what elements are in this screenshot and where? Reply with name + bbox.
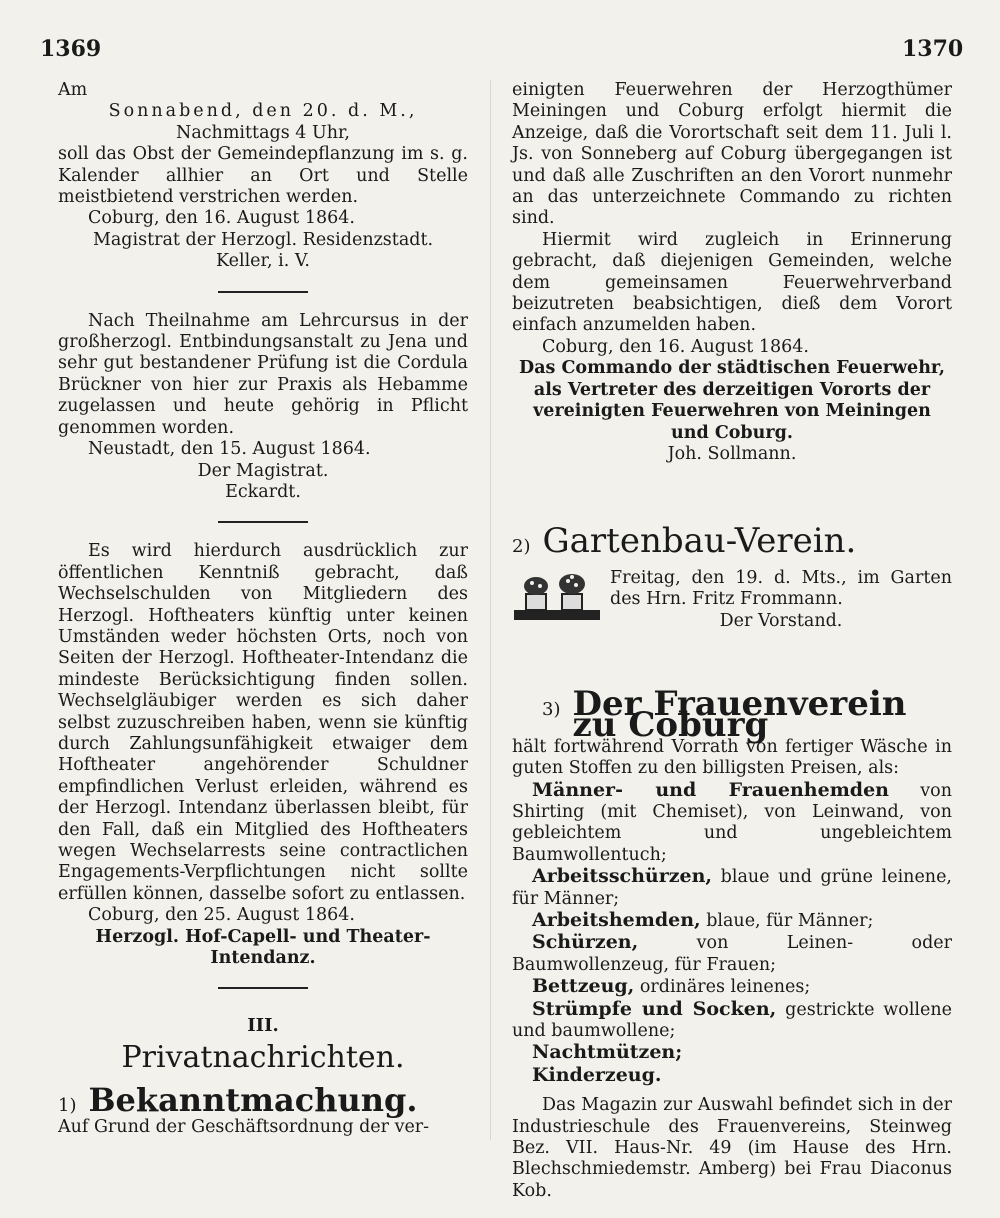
item3-headline — [512, 683, 952, 746]
goods-item-head: Schürzen, — [532, 931, 639, 954]
notice2-sig1: Der Magistrat. — [197, 460, 329, 481]
item1-headline — [58, 1081, 468, 1120]
goods-item-text: ordinäres leinenes; — [634, 977, 811, 998]
goods-item-head: Arbeitsschürzen, — [532, 865, 713, 888]
section-title: Privatnachrichten. — [121, 1039, 405, 1075]
notice1-sig2: Keller, i. V. — [216, 251, 310, 272]
notice1-time: Nachmittags 4 Uhr, — [176, 122, 350, 143]
item3-outro: Das Magazin zur Auswahl befindet sich in der Industrieschule des Frauenvereins, Steinweg Bez. VII. Haus-Nr. 49 (im Hause des Hrn. Blechschmiedemstr. Amberg) bei Frau Diaconus Kob. — [512, 1095, 952, 1201]
goods-item-head: Kinderzeug. — [532, 1063, 662, 1086]
item2-sig: Der Vorstand. — [719, 610, 843, 631]
item1-number: 1) — [58, 1095, 77, 1117]
notice2-body: Nach Theilnahme am Lehrcursus in der großherzogl. Entbindungsanstalt zu Jena und sehr gut bestandener Prüfung ist die Cordula Brückner von hier zur Praxis als Hebamme zugelassen und heute gehörig in Pflicht genommen worden. — [58, 310, 468, 438]
item1-title: Bekanntmachung. — [88, 1081, 418, 1120]
fire-notice-sig-name: Joh. Sollmann. — [667, 443, 797, 464]
goods-item-head: Nachtmützen; — [532, 1041, 683, 1064]
page-number-right: 1370 — [902, 36, 964, 62]
item1-body: Auf Grund der Geschäftsordnung der ver- — [58, 1116, 430, 1137]
goods-item-text: gestrickte wollene und baumwollene; — [512, 999, 952, 1042]
notice1-sig1: Magistrat der Herzogl. Residenzstadt. — [92, 229, 434, 250]
item2-body: Freitag, den 19. d. Mts., im Garten des Hrn. Fritz Frommann. — [610, 567, 952, 610]
flowerpots-illustration — [512, 568, 602, 624]
page-number-left: 1369 — [40, 36, 102, 62]
goods-item — [512, 910, 952, 932]
goods-item-text: von Leinen- oder Baumwollenzeug, für Frauen; — [512, 933, 952, 975]
goods-item-head: Strümpfe und Socken, — [532, 997, 777, 1020]
notice1-body: soll das Obst der Gemeindepflanzung im s. g. Kalender allhier an Ort und Stelle meistbietend verstrichen werden. — [58, 144, 468, 208]
goods-item-head: Bettzeug, — [532, 975, 635, 998]
goods-item-head: Männer- und Frauenhemden — [532, 778, 889, 801]
item3-intro: hält fortwährend Vorrath von fertiger Wäsche in guten Stoffen zu den billigsten Preisen, als: — [512, 736, 952, 779]
goods-item-text: von Shirting (mit Chemiset), von Leinwand, von gebleichtem und ungebleichtem Baumwollentuch; — [512, 780, 952, 865]
separator-rule — [218, 291, 308, 293]
item2-title: Gartenbau-Verein. — [542, 521, 857, 562]
separator-rule — [218, 521, 308, 523]
notice1-am: Am — [58, 80, 88, 100]
item2-headline — [512, 521, 952, 562]
right-column — [512, 80, 952, 1202]
goods-item — [512, 866, 952, 910]
separator-rule — [218, 987, 308, 989]
item3-title: Der Frauenverein zu Coburg — [572, 683, 907, 746]
goods-item — [512, 932, 952, 976]
goods-item — [512, 1065, 952, 1087]
item3-number: 3) — [542, 698, 561, 720]
fire-notice-sig: Das Commando der städtischen Feuerwehr, als Vertreter des derzeitigen Vororts der vereinigten Feuerwehren von Meiningen und Coburg. — [519, 358, 945, 443]
notice3-body: Es wird hierdurch ausdrücklich zur öffentlichen Kenntniß gebracht, daß Wechselschulden von Mitgliedern des Herzogl. Hoftheaters künftig unter keinen Umständen weder höchsten Orts, noch von Seiten der Herzogl. Hoftheater-Intendanz die mindeste Berücksichtigung finden sollen. Wechselgläubiger werden es sich daher selbst zuzuschreiben haben, wenn sie künftig durch Zahlungsunfähigkeit etwaiger dem Hoftheater angehörender Schuldner empfindlichen Verlust erleiden, während es der Herzogl. Intendanz überlassen bleibt, für den Fall, daß ein Mitglied des Hoftheaters wegen Wechselarrests seine contractlichen Engagements-Verpflichtungen nicht sollte erfüllen können, dasselbe sofort zu entlassen. — [58, 541, 468, 904]
fire-notice-body2: Hiermit wird zugleich in Erinnerung gebracht, daß diejenigen Gemeinden, welche dem gemeinsamen Feuerwehrverband beizutreten beabsichtigen, dieß dem Vorort einfach anzumelden haben. — [512, 229, 952, 336]
section-number: III. — [247, 1015, 279, 1037]
goods-item — [512, 999, 952, 1043]
notice3-place-date: Coburg, den 25. August 1864. — [88, 905, 355, 926]
goods-item-text: blaue, für Männer; — [700, 911, 874, 931]
notice2-place-date: Neustadt, den 15. August 1864. — [88, 439, 371, 460]
item2-block — [512, 568, 952, 632]
goods-item-head: Arbeitshemden, — [532, 909, 701, 931]
notice1-date: Sonnabend, den 20. d. M., — [108, 101, 418, 122]
goods-item — [512, 780, 952, 867]
column-divider — [490, 80, 491, 1140]
item2-number: 2) — [512, 536, 531, 558]
left-column — [58, 80, 468, 1138]
notice1-place-date: Coburg, den 16. August 1864. — [88, 208, 355, 229]
goods-item-text: blaue und grüne leinene, für Männer; — [512, 867, 952, 909]
fire-notice-place-date: Coburg, den 16. August 1864. — [542, 336, 809, 357]
fire-notice-body: einigten Feuerwehren der Herzogthümer Meiningen und Coburg erfolgt hiermit die Anzeige, daß die Vorortschaft seit dem 11. Juli l. Js. von Sonneberg auf Coburg übergegangen ist und daß alle Zuschriften an den Vorort nunmehr an das unterzeichnete Commando zu richten sind. — [512, 80, 952, 229]
goods-item — [512, 1042, 952, 1064]
notice3-sig: Herzogl. Hof-Capell- und Theater-Intendanz. — [95, 926, 431, 969]
notice2-sig2: Eckardt. — [225, 481, 301, 502]
goods-list — [512, 780, 952, 1088]
goods-item — [512, 976, 952, 998]
